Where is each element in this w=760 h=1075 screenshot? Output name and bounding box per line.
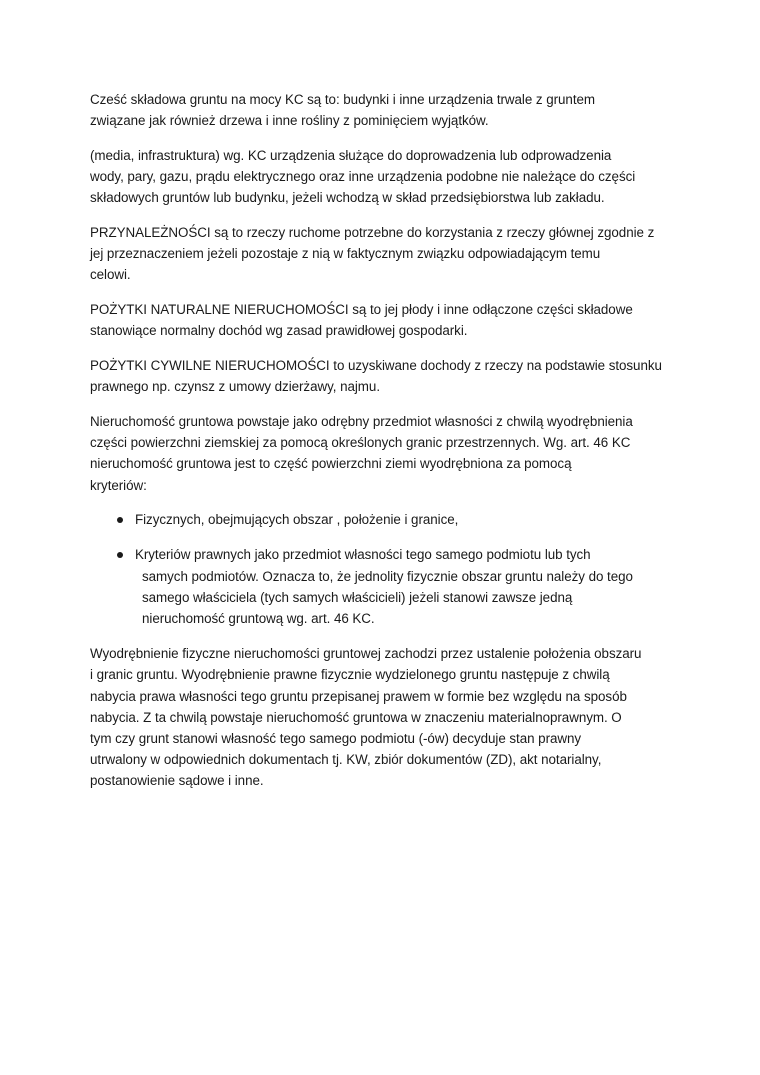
bullet-item-legal (90, 544, 680, 629)
paragraph-component-parts: Cześć składowa gruntu na mocy KC są to: budynki i inne urządzenia trwale z gruntem związane jak również drzewa i inne rośliny z pominięciem wyjątków. (90, 92, 595, 129)
paragraph-accessories: PRZYNALEŻNOŚCI są to rzeczy ruchome potrzebne do korzystania z rzeczy głównej zgodnie z jej przeznaczeniem jeżeli pozostaje z nią w faktycznym związku odpowiadającym temu celowi. (90, 225, 655, 283)
bullet-text-continuation: samych podmiotów. Oznacza to, że jednolity fizycznie obszar gruntu należy do tego samego właściciela (tych samych właścicieli) jeżeli stanowi zawsze jedną nieruchomość gruntową wg. art. 46 KC. (142, 568, 633, 627)
bullet-item-physical (90, 509, 680, 530)
document-body (90, 89, 680, 805)
paragraph-separation: Wyodrębnienie fizyczne nieruchomości gruntowej zachodzi przez ustalenie położenia obszaru i granic gruntu. Wyodrębnienie prawne fizycznie wydzielonego gruntu następuje z chwilą nabycia prawa własności tego gruntu przepisanej prawem w formie bez względu na sposób nabycia. Z ta chwilą powstaje nieruchomość gruntowa w znaczeniu materialnoprawnym. O tym czy grunt stanowi własność tego samego podmiotu (-ów) decyduje stan prawny utrwalony w odpowiednich dokumentach tj. KW, zbiór dokumentów (ZD), akt notarialny, postanowienie sądowe i inne. (90, 646, 642, 789)
paragraph-civil-benefits: POŻYTKI CYWILNE NIERUCHOMOŚCI to uzyskiwane dochody z rzeczy na podstawie stosunku prawnego np. czynsz z umowy dzierżawy, najmu. (90, 358, 662, 395)
paragraph-media-infrastructure: (media, infrastruktura) wg. KC urządzenia służące do doprowadzenia lub odprowadzenia wody, pary, gazu, prądu elektrycznego oraz inne urządzenia podobne nie należące do części składowych gruntów lub budynku, jeżeli wchodzą w skład przedsiębiorstwa lub zakładu. (90, 147, 636, 206)
bullet-text: Fizycznych, obejmujących obszar , położenie i granice, (135, 512, 459, 528)
paragraph-natural-benefits: POŻYTKI NATURALNE NIERUCHOMOŚCI są to jej płody i inne odłączone części składowe stanowiące normalny dochód wg zasad prawidłowej gospodarki. (90, 302, 633, 339)
paragraph-land-property: Nieruchomość gruntowa powstaje jako odrębny przedmiot własności z chwilą wyodrębnienia części powierzchni ziemskiej za pomocą określonych granic przestrzennych. Wg. art. 46 KC nieruchomość gruntowa jest to część powierzchni ziemi wyodrębniona za pomocą kryteriów: (90, 413, 633, 493)
bullet-dot-icon (117, 517, 123, 523)
criteria-bullet-list (90, 509, 680, 629)
bullet-text: Kryteriów prawnych jako przedmiot własności tego samego podmiotu lub tych (135, 547, 591, 563)
bullet-dot-icon (117, 552, 123, 558)
